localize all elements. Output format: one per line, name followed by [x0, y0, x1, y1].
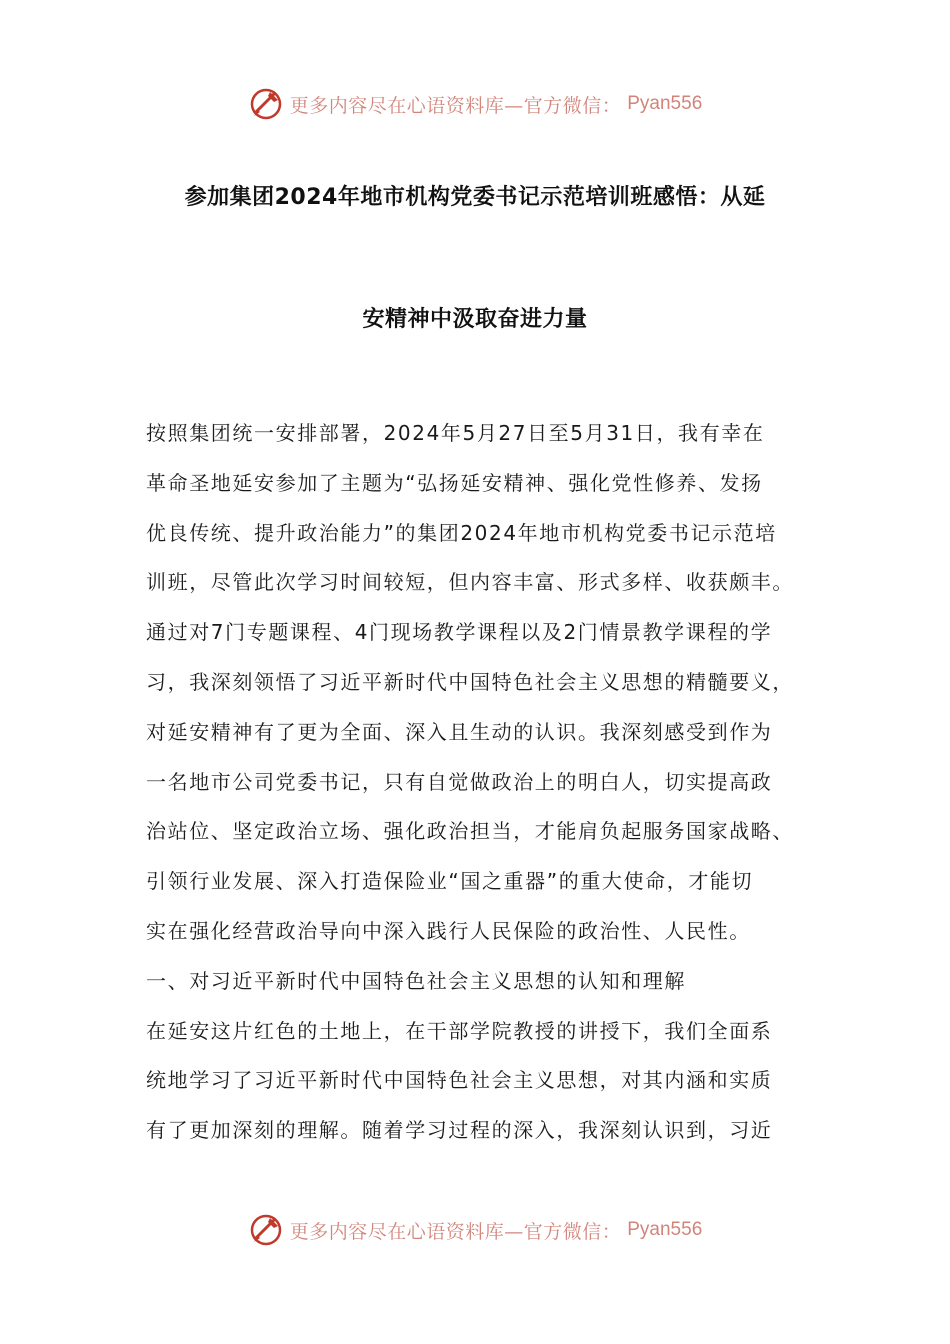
body-line: 有了更加深刻的理解。随着学习过程的深入，我深刻认识到，习近 — [146, 1118, 773, 1143]
body-line: 引领行业发展、深入打造保险业“国之重器”的重大使命，才能切 — [146, 869, 754, 894]
watermark-wechat-id: Pyan556 — [627, 93, 703, 114]
watermark-text: 更多内容尽在心语资料库—官方微信： — [289, 94, 622, 117]
body-line: 训班，尽管此次学习时间较短，但内容丰富、形式多样、收获颇丰。 — [146, 570, 794, 595]
body-line: 通过对7门专题课程、4门现场教学课程以及2门情景教学课程的学 — [146, 620, 773, 645]
section-heading: 一、对习近平新时代中国特色社会主义思想的认知和理解 — [146, 968, 686, 993]
body-line: 优良传统、提升政治能力”的集团2024年地市机构党委书记示范培 — [146, 520, 777, 545]
body-line: 实在强化经营政治导向中深入践行人民保险的政治性、人民性。 — [146, 918, 751, 943]
body-line: 治站位、坚定政治立场、强化政治担当，才能肩负起服务国家战略、 — [146, 819, 794, 844]
body-line: 对延安精神有了更为全面、深入且生动的认识。我深刻感受到作为 — [146, 719, 773, 744]
body-line: 统地学习了习近平新时代中国特色社会主义思想，对其内涵和实质 — [146, 1068, 773, 1093]
body-line: 一名地市公司党委书记，只有自觉做政治上的明白人，切实提高政 — [146, 769, 773, 794]
pen-logo-icon — [248, 86, 284, 122]
body-line: 革命圣地延安参加了主题为“弘扬延安精神、强化党性修养、发扬 — [146, 470, 763, 495]
body-line: 在延安这片红色的土地上，在干部学院教授的讲授下，我们全面系 — [146, 1018, 773, 1043]
body-line: 习，我深刻领悟了习近平新时代中国特色社会主义思想的精髓要义， — [146, 669, 794, 694]
watermark-header — [0, 82, 950, 126]
watermark-text: 更多内容尽在心语资料库—官方微信： — [289, 1220, 622, 1243]
watermark-wechat-id: Pyan556 — [627, 1219, 703, 1240]
document-title-line-1: 参加集团2024年地市机构党委书记示范培训班感悟：从延 — [184, 185, 766, 210]
body-line: 按照集团统一安排部署，2024年5月27日至5月31日，我有幸在 — [146, 421, 765, 445]
document-body — [146, 412, 826, 1159]
pen-logo-icon — [248, 1212, 284, 1248]
document-title-line-2: 安精神中汲取奋进力量 — [362, 307, 588, 332]
watermark-footer — [0, 1208, 950, 1252]
